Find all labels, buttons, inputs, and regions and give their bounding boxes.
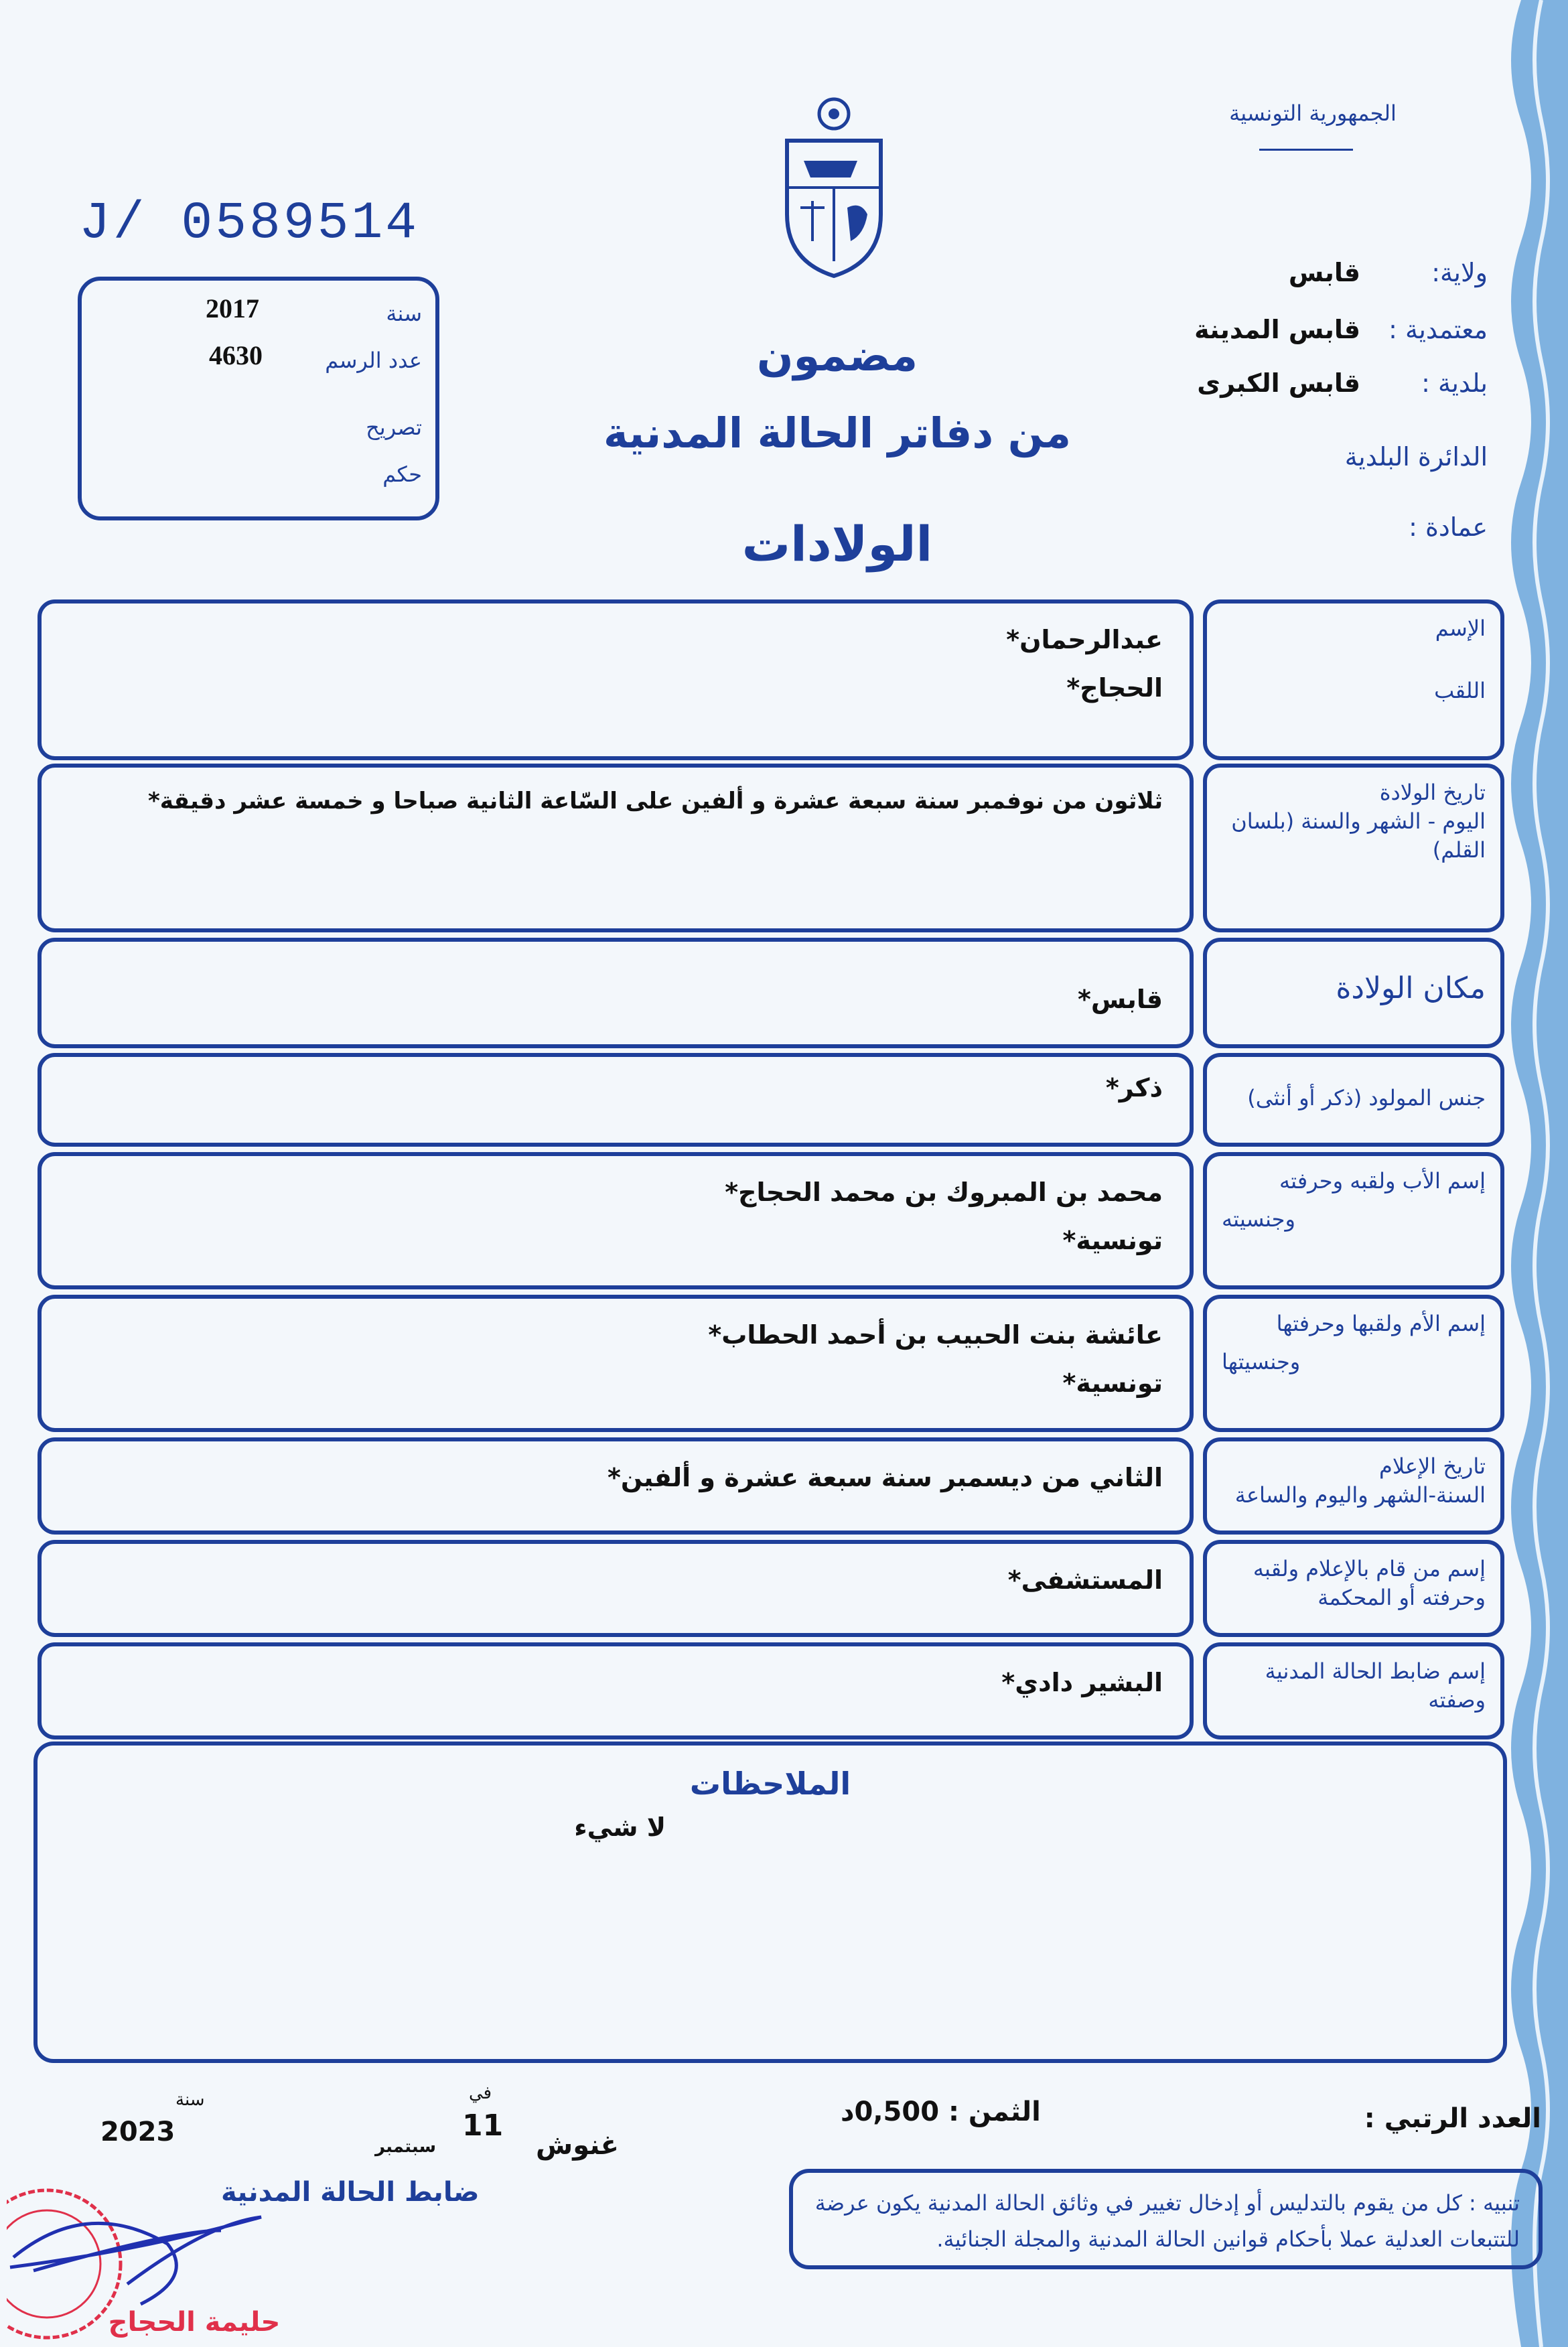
governorate-value: قابس [1288,258,1360,287]
issue-month: سبتمبر [375,2137,437,2157]
field-label [1203,1053,1504,1147]
field-row-birth-place [38,938,1504,1048]
legal-warning: تنبيه : كل من يقوم بالتدليس أو إدخال تغيير في وثائق الحالة المدنية يكون عرضة للتتبعات العدلية عملا بأحكام قوانين الحالة المدنية والمجلة الجنائية. [789,2169,1543,2269]
delegation-value: قابس المدينة [1194,315,1360,344]
field-value [38,764,1194,932]
surname: الحجاج* [1066,673,1163,703]
judgment-label: حكم [382,461,422,487]
field-value [38,1053,1194,1147]
label-text: اليوم - الشهر والسنة (بلسان القلم) [1231,808,1486,863]
label-text: إسم ضابط الحالة المدنية [1265,1658,1486,1684]
serial-label: العدد الرتبي : [1364,2103,1541,2134]
price-label: الثمن : [948,2096,1041,2127]
declarant: المستشفى* [1007,1565,1163,1595]
divider [1259,149,1353,151]
field-row-mother [38,1295,1504,1432]
field-label [1203,938,1504,1048]
declaration-date: الثاني من ديسمبر سنة سبعة عشرة و ألفين* [607,1463,1163,1492]
document-subtitle: من دفاتر الحالة المدنية [603,409,1071,457]
field-row-father [38,1152,1504,1289]
field-value [38,1642,1194,1739]
father-name: محمد بن المبروك بن محمد الحجاج* [725,1178,1163,1207]
section-title: الولادات [741,516,933,572]
label-text: اللقب [1434,678,1486,704]
field-label [1203,1540,1504,1637]
officer-name: البشير دادي* [1001,1668,1163,1697]
tunisia-emblem-icon [777,94,891,281]
field-row-declaration-date [38,1437,1504,1535]
municipality-label: بلدية : [1421,368,1488,398]
governorate-label: ولاية: [1431,258,1488,287]
father-nationality: تونسية* [1062,1226,1163,1256]
delegation-label: معتمدية : [1388,315,1488,344]
label-text: جنس المولود (ذكر أو أنثى) [1247,1085,1486,1111]
issue-day: 11 [462,2109,504,2143]
field-label [1203,599,1504,760]
price-line [841,2096,1041,2127]
label-text: وحرفته أو المحكمة [1317,1585,1486,1611]
field-value [38,1540,1194,1637]
municipality-line [1197,368,1488,398]
on-label: في [469,2083,492,2103]
label-text: السنة-الشهر واليوم والساعة [1234,1482,1486,1508]
label-text: مكان الولادة [1336,971,1486,1005]
field-row-sex [38,1053,1504,1147]
given-name: عبدالرحمان* [1006,625,1163,654]
field-label [1203,1437,1504,1535]
remarks-box [33,1741,1507,2063]
field-value [38,1437,1194,1535]
price-value: 0,500د [841,2096,940,2127]
issue-place: غنوش [536,2130,619,2161]
mother-name: عائشة بنت الحبيب بن أحمد الحطاب* [708,1320,1163,1350]
label-text: وجنسيته [1222,1206,1295,1232]
serial-number: J/ 0589514 [79,194,420,253]
field-value [38,938,1194,1048]
municipality-value: قابس الكبرى [1197,368,1360,398]
remarks-heading: الملاحظات [689,1766,851,1802]
field-value [38,1152,1194,1289]
delegation-line [1194,315,1488,344]
label-text: إسم الأب ولقبه وحرفته [1279,1168,1486,1194]
register-number: 4630 [209,340,263,370]
label-text: وجنسيتها [1222,1349,1301,1375]
issue-year: 2023 [100,2117,175,2147]
label-text: الإسم [1435,616,1486,641]
label-text: تاريخ الإعلام [1379,1453,1486,1479]
official-stamp-and-signature [7,2177,328,2347]
district-label: الدائرة البلدية [1344,442,1488,472]
year-label: سنة [175,2090,205,2110]
register-year: 2017 [206,293,259,324]
sector-label: عمادة : [1409,512,1488,542]
governorate-line [1289,258,1488,287]
field-label [1203,1152,1504,1289]
label-text: إسم الأم ولقبها وحرفتها [1276,1311,1486,1336]
remarks-value: لا شيء [574,1812,666,1842]
document-title: مضمون [756,332,918,381]
label-text: إسم من قام بالإعلام ولقبه [1253,1556,1486,1581]
number-label: عدد الرسم [325,348,422,373]
sex: ذكر* [1105,1073,1163,1103]
year-label: سنة [386,301,422,326]
stamp-name: حليمة الحجاج [108,2307,281,2338]
field-label [1203,1642,1504,1739]
declaration-label: تصريح [366,415,422,440]
birth-date: ثلاثون من نوفمبر سنة سبعة عشرة و ألفين على السّاعة الثانية صباحا و خمسة عشر دقيقة* [148,788,1163,814]
field-row-officer [38,1642,1504,1739]
republic-heading: الجمهورية التونسية [1229,100,1397,126]
field-row-name [38,599,1504,760]
field-row-birth-date [38,764,1504,932]
field-label [1203,764,1504,932]
field-value [38,599,1194,760]
birth-place: قابس* [1077,985,1163,1014]
sector-line [1387,512,1488,542]
label-text: تاريخ الولادة [1379,780,1486,805]
field-label [1203,1295,1504,1432]
mother-nationality: تونسية* [1062,1368,1163,1399]
label-text: وصفته [1428,1687,1486,1713]
register-box [78,277,439,520]
officer-title: ضابط الحالة المدنية [221,2177,480,2208]
district-line [1345,442,1488,472]
field-row-declarant [38,1540,1504,1637]
field-value [38,1295,1194,1432]
